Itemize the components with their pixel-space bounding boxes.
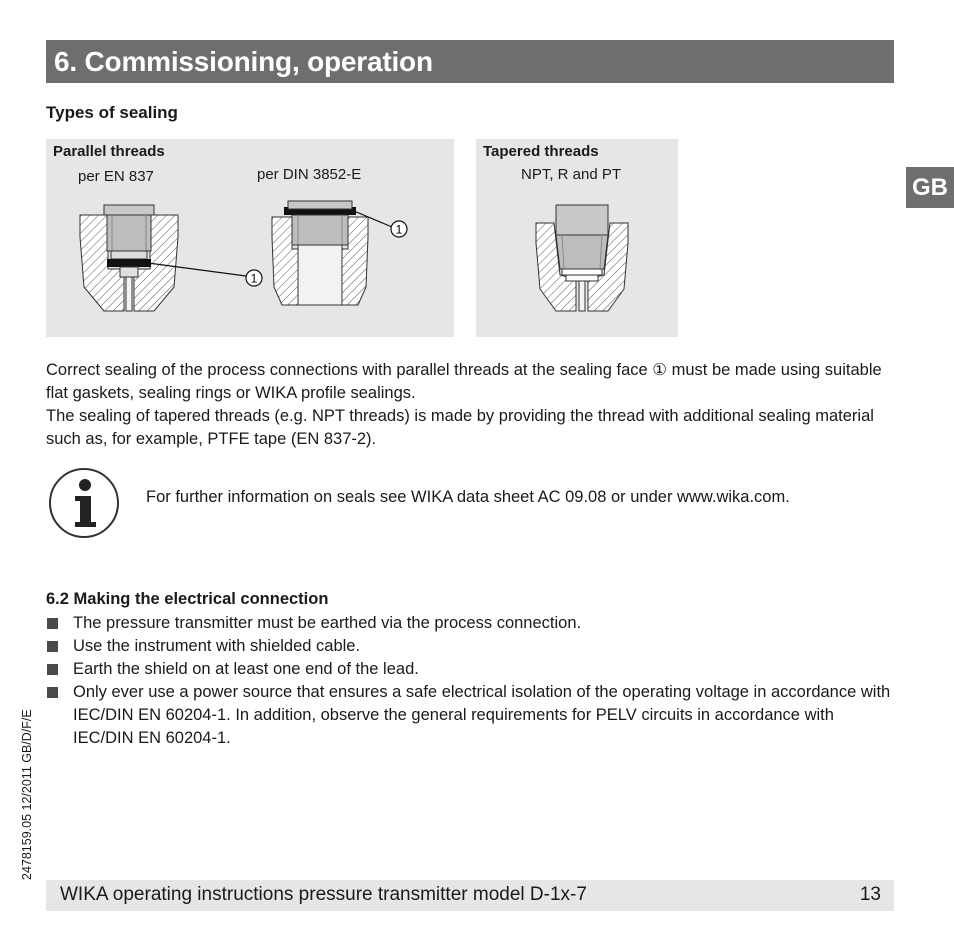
list-item: Earth the shield on at least one end of the lead.	[46, 658, 896, 681]
list-item: The pressure transmitter must be earthed via the process connection.	[46, 612, 896, 635]
electrical-connection-list	[46, 612, 896, 750]
sealing-paragraph-tapered: The sealing of tapered threads (e.g. NPT threads) is made by providing the thread with additional sealing material such as, for example, PTFE tape (EN 837-2).	[46, 407, 874, 448]
caption-npt: NPT, R and PT	[521, 166, 622, 183]
tapered-seal-drawing	[532, 203, 632, 315]
footer-title: WIKA operating instructions pressure transmitter model D-1x-7	[60, 884, 587, 905]
caption-en837: per EN 837	[78, 168, 154, 185]
document-code: 2478159.05 12/2011 GB/D/F/E	[20, 709, 34, 880]
tapered-threads-panel	[476, 139, 678, 337]
bullet-square-icon	[47, 641, 58, 652]
callout-1-din3852: 1	[395, 222, 403, 237]
parallel-threads-panel	[46, 139, 454, 337]
parallel-threads-title: Parallel threads	[53, 143, 165, 160]
list-item: Only ever use a power source that ensures a safe electrical isolation of the operating voltage in accordance with IEC/DIN EN 60204-1. In addition, observe the general requirements for PELV circuits in accordance with IEC/DIN EN 60204-1.	[46, 681, 896, 750]
bullet-square-icon	[47, 618, 58, 629]
sealing-heading: Types of sealing	[46, 103, 178, 122]
bullet-square-icon	[47, 664, 58, 675]
din3852-seal-drawing	[268, 197, 418, 309]
section-header	[46, 40, 894, 83]
sealing-paragraph-parallel: Correct sealing of the process connections with parallel threads at the sealing face ① must be made using suitable flat gaskets, sealing rings or WIKA profile sealings.	[46, 361, 882, 402]
page-number: 13	[859, 884, 881, 905]
caption-din3852: per DIN 3852-E	[257, 166, 362, 183]
page-title: 6. Commissioning, operation	[54, 46, 433, 77]
en837-seal-drawing	[74, 197, 259, 315]
info-note-text: For further information on seals see WIKA data sheet AC 09.08 or under www.wika.com.	[146, 488, 790, 506]
tapered-threads-title: Tapered threads	[483, 143, 599, 160]
page-footer	[46, 880, 894, 911]
language-tab: GB	[906, 167, 954, 208]
list-item: Use the instrument with shielded cable.	[46, 635, 896, 658]
callout-1-en837: 1	[250, 271, 258, 286]
bullet-square-icon	[47, 687, 58, 698]
info-icon	[47, 466, 121, 540]
electrical-connection-heading: 6.2 Making the electrical connection	[46, 590, 329, 608]
